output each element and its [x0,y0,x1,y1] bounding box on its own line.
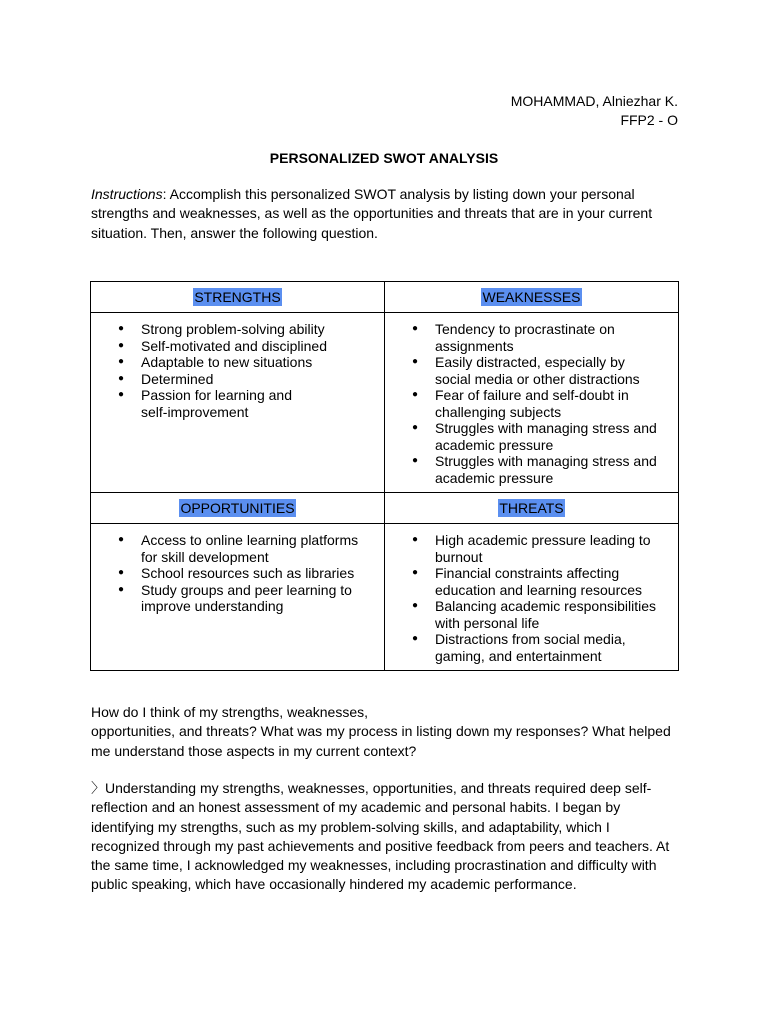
swot-table [90,281,679,671]
list-item: ● Passion for learning and self-improvement [141,387,301,420]
student-header [511,92,678,130]
list-item: ● School resources such as libraries [141,565,378,582]
list-item: ● Struggles with managing stress and academic pressure [435,453,664,486]
weaknesses-list [385,313,678,492]
opportunities-label: OPPORTUNITIES [180,500,295,516]
threats-cell [385,524,679,671]
list-item: ● Easily distracted, especially by social media or other distractions [435,354,664,387]
document-title: PERSONALIZED SWOT ANALYSIS [269,150,499,166]
threats-list [385,524,678,670]
list-item: ● Struggles with managing stress and academic pressure [435,420,664,453]
list-item: ● Financial constraints affecting education and learning resources [435,565,647,598]
student-name: MOHAMMAD, Alniezhar K. [510,93,678,109]
question-line-2: opportunities, and threats? What was my process in listing down my responses? What helped me understand those aspects in my current context? [91,723,671,759]
weaknesses-cell [385,313,679,493]
weaknesses-header [385,282,679,313]
list-item: ● Strong problem-solving ability [141,321,378,338]
list-item: ● Access to online learning platforms for skill development [141,532,378,565]
list-item: ● High academic pressure leading to burnout [435,532,653,565]
reflection-question [91,703,691,761]
list-item: ● Fear of failure and self-doubt in challenging subjects [435,387,640,420]
threats-label: THREATS [499,500,564,516]
student-section: FFP2 - O [620,112,678,128]
threats-header [385,493,679,524]
list-item: ● Self-motivated and disciplined [141,338,378,355]
question-line-1: How do I think of my strengths, weaknesses, [91,704,369,720]
instructions-paragraph [91,185,681,243]
opportunities-cell [91,524,385,671]
list-item: ● Balancing academic responsibilities with personal life [435,598,660,631]
list-item: ● Study groups and peer learning to improve understanding [141,582,356,615]
strengths-label: STRENGTHS [194,289,281,305]
strengths-header [91,282,385,313]
opportunities-header [91,493,385,524]
list-item: ● Tendency to procrastinate on assignments [435,321,625,354]
opportunities-list [91,524,384,621]
strengths-cell [91,313,385,493]
list-item: ● Adaptable to new situations [141,354,378,371]
weaknesses-label: WEAKNESSES [482,289,581,305]
instructions-label: Instructions [91,186,163,202]
reflection-answer: 〉Understanding my strengths, weaknesses, opportunities, and threats required deep self-reflection and an honest assessment of my academic and personal habits. I began by identifying my strengths, such as my problem-solving skills, and adaptability, which I recognized through my past achievements and positive feedback from peers and teachers. At the same time, I acknowledged my weaknesses, including procrastination and difficulty with public speaking, which have occasionally hindered my academic performance. [91,780,670,893]
list-item: ● Determined [141,371,378,388]
instructions-text: : Accomplish this personalized SWOT analysis by listing down your personal strengths and weaknesses, as well as the opportunities and threats that are in your current situation. Then, answer the following question. [91,186,653,241]
list-item: ● Distractions from social media, gaming, and entertainment [435,631,630,664]
strengths-list [91,313,384,426]
